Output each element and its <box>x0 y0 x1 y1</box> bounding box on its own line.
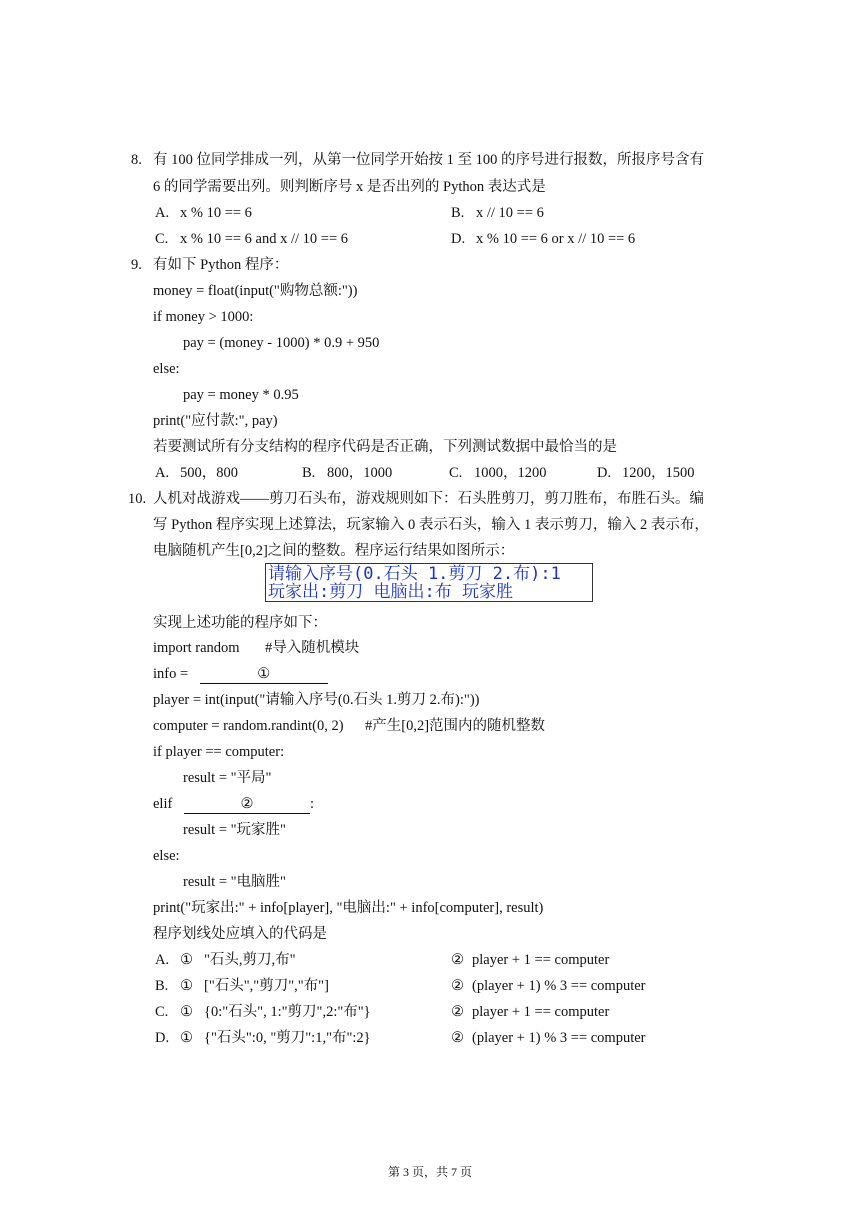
q10-stem-line1: 人机对战游戏——剪刀石头布，游戏规则如下：石头胜剪刀，剪刀胜布，布胜石头。编 <box>153 491 704 507</box>
q10-option-d-label: D. <box>155 1030 170 1046</box>
q8-option-b: x // 10 == 6 <box>476 205 544 221</box>
circled-1: ① <box>180 952 193 968</box>
q9-option-b-label: B. <box>302 465 316 481</box>
code-line: result = "玩家胜" <box>183 822 286 838</box>
code-comment: #导入随机模块 <box>265 640 360 656</box>
code-line: if player == computer: <box>153 744 285 760</box>
page-footer: 第 3 页，共 7 页 <box>387 1165 472 1179</box>
q8-option-b-label: B. <box>451 205 465 221</box>
circled-2: ② <box>451 952 464 968</box>
q8-stem-line2: 6 的同学需要出列。则判断序号 x 是否出列的 Python 表达式是 <box>153 179 546 195</box>
q9-option-b: 800，1000 <box>327 465 393 481</box>
code-line: computer = random.randint(0, 2) <box>153 718 344 734</box>
circled-2: ② <box>451 1004 464 1020</box>
q9-intro: 有如下 Python 程序： <box>153 257 289 273</box>
q8-option-c-label: C. <box>155 231 169 247</box>
circled-1: ① <box>180 1004 193 1020</box>
q10-option-d-blank1: {"石头":0, "剪刀":1,"布":2} <box>204 1030 371 1046</box>
q8-option-c: x % 10 == 6 and x // 10 == 6 <box>180 231 349 247</box>
console-line-result: 玩家出:剪刀 电脑出:布 玩家胜 <box>268 582 513 602</box>
circled-2: ② <box>451 1030 464 1046</box>
q10-option-a-label: A. <box>155 952 170 968</box>
code-comment: #产生[0,2]范围内的随机整数 <box>365 718 546 734</box>
console-output-screenshot <box>265 563 593 602</box>
elif-suffix: : <box>309 796 314 812</box>
code-line: print("应付款:", pay) <box>153 413 278 429</box>
q10-option-d-blank2: (player + 1) % 3 == computer <box>472 1030 646 1046</box>
code-line: money = float(input("购物总额:")) <box>153 283 358 299</box>
circled-1: ① <box>180 1030 193 1046</box>
q10-option-b-blank1: ["石头","剪刀","布"] <box>204 978 329 994</box>
code-line: result = "电脑胜" <box>183 874 286 890</box>
q8-stem-line1: 有 100 位同学排成一列，从第一位同学开始按 1 至 100 的序号进行报数，所报序号含有 <box>153 152 704 168</box>
info-prefix: info = <box>153 666 189 682</box>
q10-option-a-blank2: player + 1 == computer <box>472 952 610 968</box>
q9-option-c-label: C. <box>449 465 463 481</box>
q10-option-c-blank1: {0:"石头", 1:"剪刀",2:"布"} <box>204 1004 371 1020</box>
q9-option-a: 500，800 <box>180 465 238 481</box>
code-line: else: <box>153 848 180 864</box>
q10-option-c-label: C. <box>155 1004 169 1020</box>
q10-option-a-blank1: "石头,剪刀,布" <box>204 952 296 968</box>
q9-number: 9. <box>131 257 142 273</box>
code-line <box>153 794 314 814</box>
q8-number: 8. <box>131 152 142 168</box>
q10-stem-line3: 电脑随机产生[0,2]之间的整数。程序运行结果如图所示： <box>153 543 515 559</box>
code-line: print("玩家出:" + info[player], "电脑出:" + info[computer], result) <box>153 900 544 916</box>
blank-1: ① <box>200 665 328 684</box>
q10-option-b-blank2: (player + 1) % 3 == computer <box>472 978 646 994</box>
q9-question: 若要测试所有分支结构的程序代码是否正确，下列测试数据中最恰当的是 <box>153 439 617 455</box>
code-line: else: <box>153 361 180 377</box>
code-line: pay = money * 0.95 <box>183 387 299 403</box>
q9-option-d-label: D. <box>597 465 612 481</box>
q10-option-b-label: B. <box>155 978 169 994</box>
q9-option-a-label: A. <box>155 465 170 481</box>
code-line: pay = (money - 1000) * 0.9 + 950 <box>183 335 380 351</box>
q8-option-d-label: D. <box>451 231 466 247</box>
elif-prefix: elif <box>153 796 173 812</box>
q10-stem-line2: 写 Python 程序实现上述算法，玩家输入 0 表示石头，输入 1 表示剪刀，输入 2 表示布， <box>153 517 709 533</box>
console-line-input: 请输入序号(0.石头 1.剪刀 2.布):1 <box>268 564 561 584</box>
q9-option-d: 1200，1500 <box>622 465 695 481</box>
blank-2: ② <box>184 795 310 814</box>
code-line <box>153 664 328 684</box>
q10-question: 程序划线处应填入的代码是 <box>153 926 327 942</box>
q10-program-intro: 实现上述功能的程序如下： <box>153 615 327 631</box>
code-line: result = "平局" <box>183 770 272 786</box>
code-line: if money > 1000: <box>153 309 254 325</box>
q10-option-c-blank2: player + 1 == computer <box>472 1004 610 1020</box>
q8-option-a-label: A. <box>155 205 170 221</box>
q8-option-d: x % 10 == 6 or x // 10 == 6 <box>476 231 636 247</box>
q9-option-c: 1000，1200 <box>474 465 547 481</box>
circled-1: ① <box>180 978 193 994</box>
q10-number: 10. <box>128 491 147 507</box>
code-line: player = int(input("请输入序号(0.石头 1.剪刀 2.布):")) <box>153 692 480 708</box>
circled-2: ② <box>451 978 464 994</box>
q8-option-a: x % 10 == 6 <box>180 205 252 221</box>
code-line: import random <box>153 640 240 656</box>
